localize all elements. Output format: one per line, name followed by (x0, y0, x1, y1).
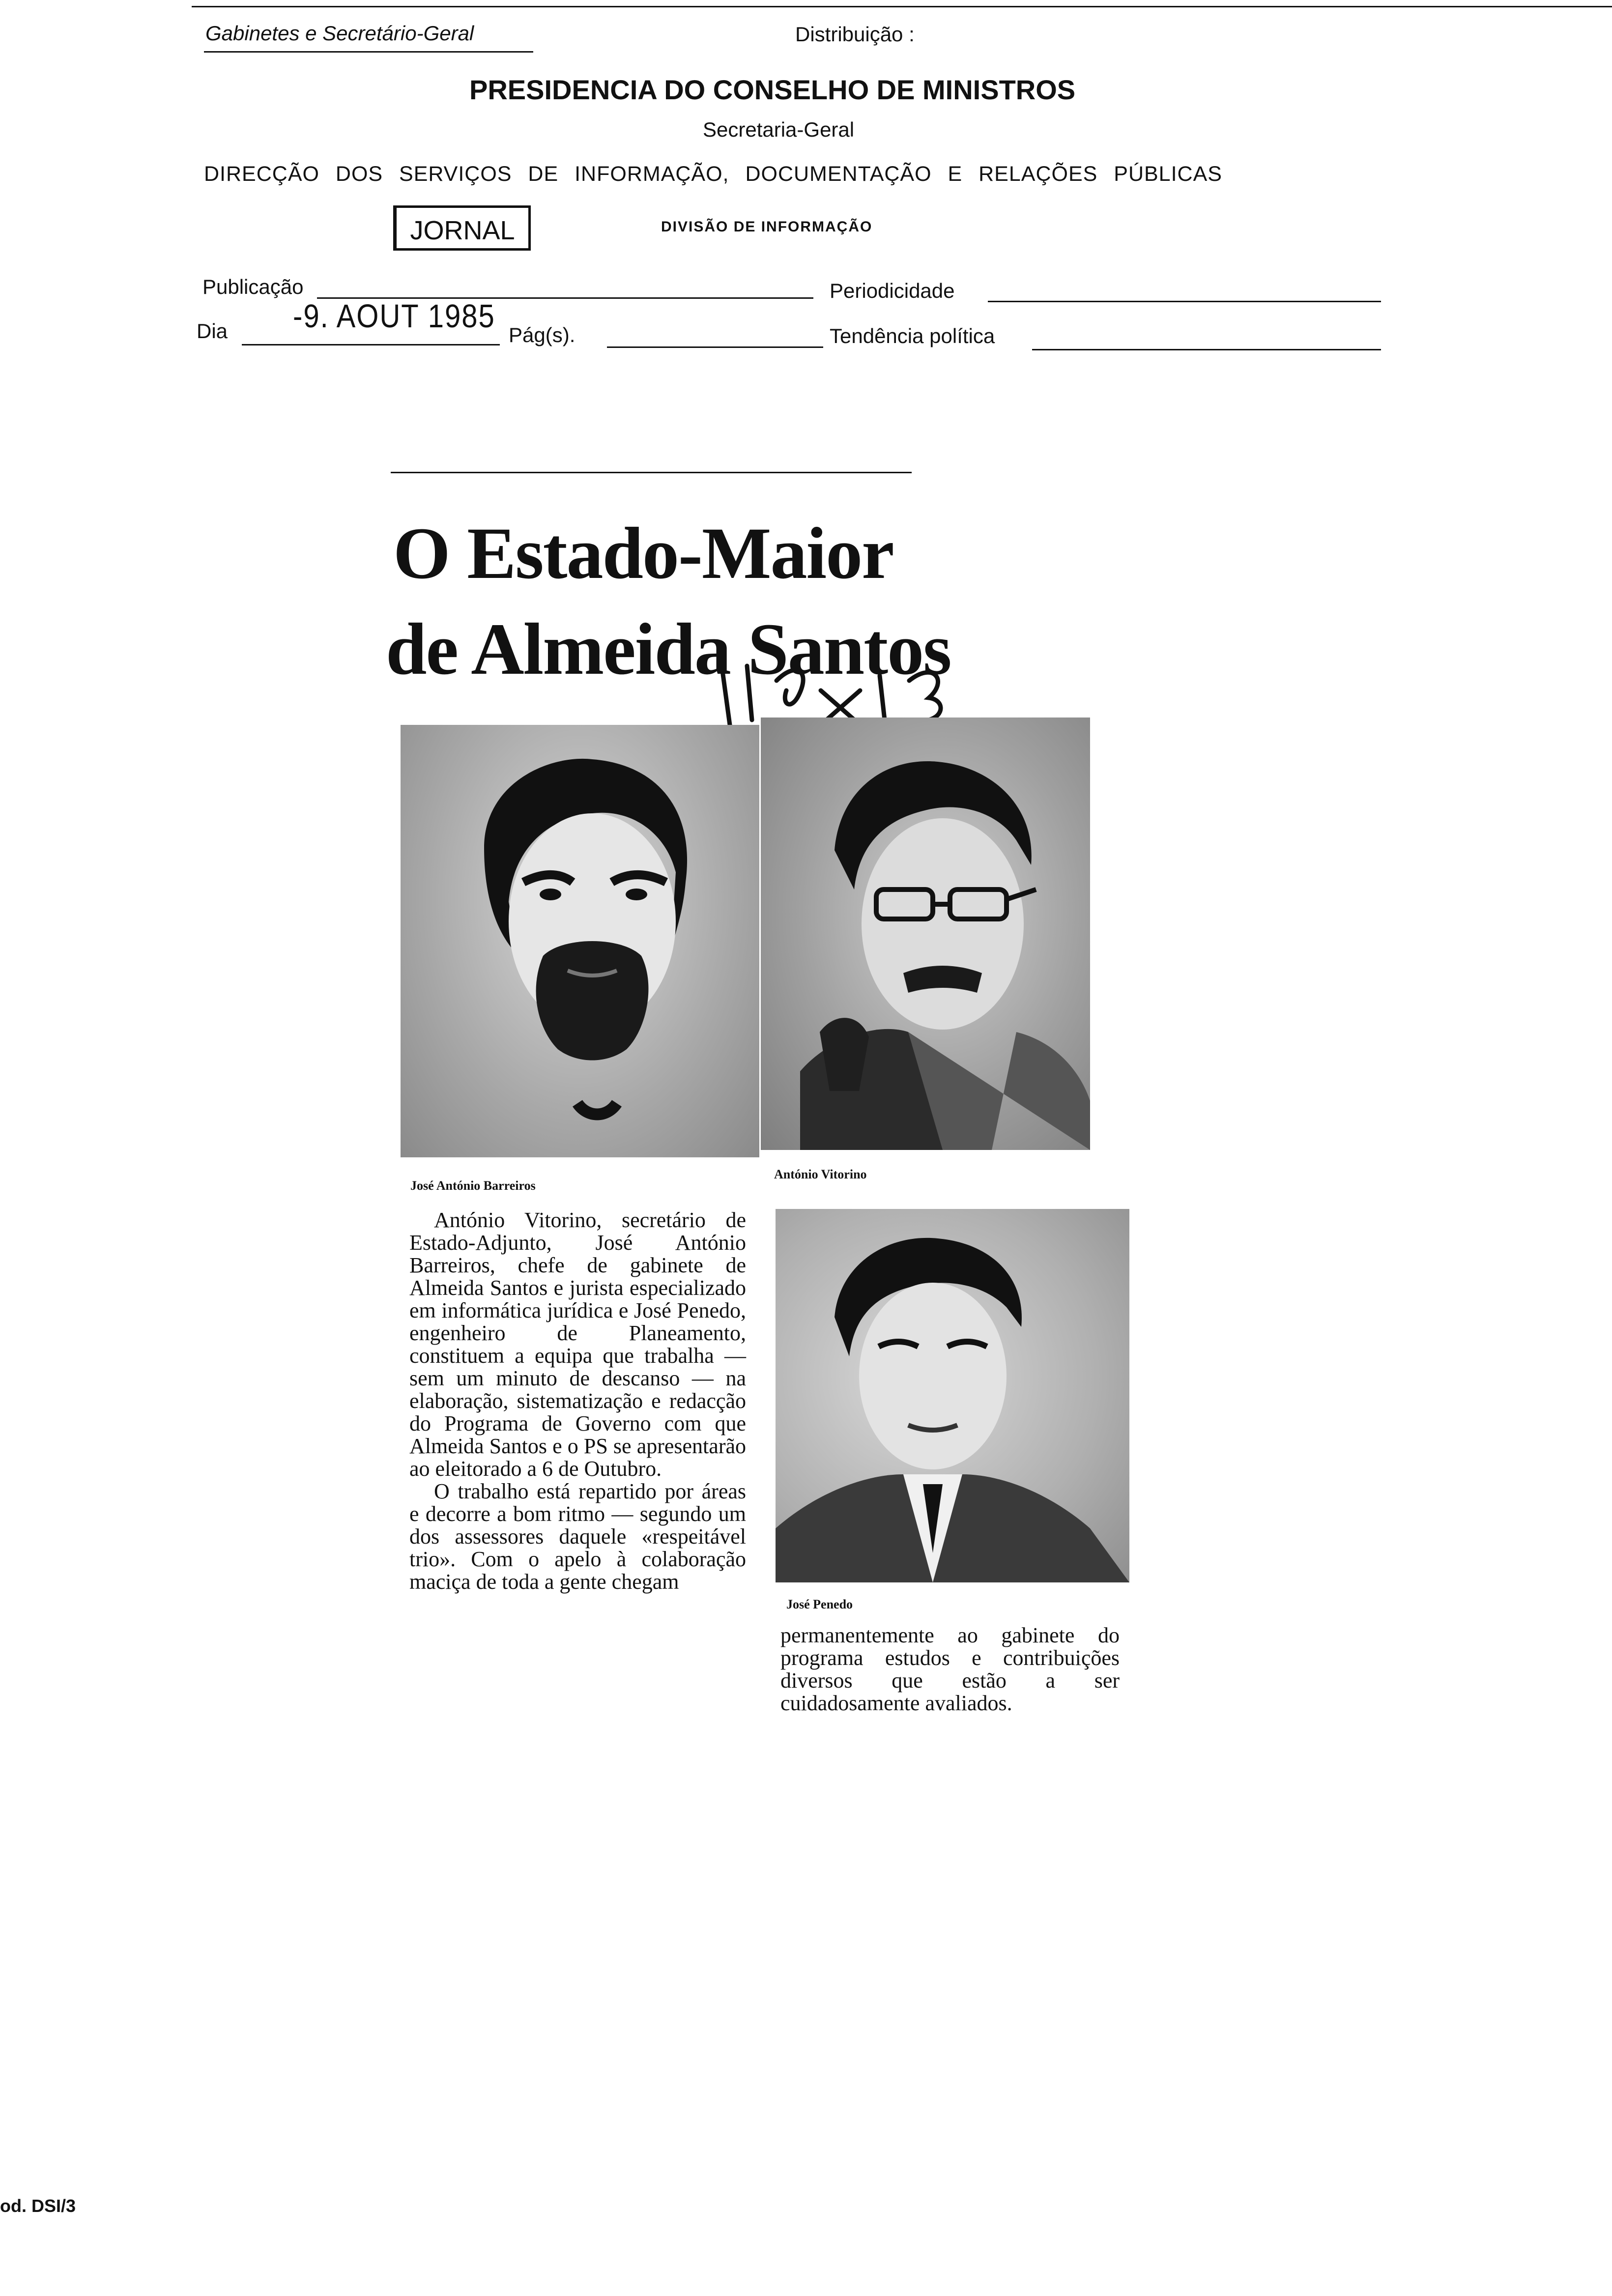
secretaria-label: Secretaria-Geral (703, 118, 855, 141)
org-title: PRESIDENCIA DO CONSELHO DE MINISTROS (469, 74, 1076, 105)
direccao-label: DIRECÇÃO DOS SERVIÇOS DE INFORMAÇÃO, DOCUMENTAÇÃO E RELAÇÕES PÚBLICAS (204, 162, 1222, 186)
publicacao-label: Publicação (202, 275, 304, 298)
article-paragraph-1: António Vitorino, secretário de Estado-Adjunto, José António Barreiros, chefe de gabinete de Almeida Santos e jurista especializado em informática jurídica e José Penedo, engenheiro de Planeamento, constituem a equipa que trabalha — sem um minuto de descanso — na elaboração, sistematização e redacção do Programa de Governo com que Almeida Santos e o PS se apresentarão ao eleitorado a 6 de Outubro. (409, 1208, 746, 1481)
gabinetes-label: Gabinetes e Secretário-Geral (205, 22, 474, 45)
article-paragraph-2: O trabalho está repartido por áreas e decorre a bom ritmo — segundo um dos assessores daquele «respeitável trio». Com o apelo à colaboração maciça de toda a gente chegam (409, 1479, 746, 1594)
gabinetes-underline (204, 51, 533, 53)
caption-photo-3: José Penedo (786, 1597, 853, 1611)
article-top-rule (391, 472, 912, 473)
dia-stamp-date: -9. AOUT 1985 (293, 298, 495, 335)
dia-field-line (242, 344, 500, 345)
divisao-label: DIVISÃO DE INFORMAÇÃO (661, 219, 873, 235)
photo-jose-penedo (776, 1209, 1129, 1582)
headline-line-1: O Estado-Maior (393, 513, 893, 594)
article-paragraph-3: permanentemente ao gabinete do programa estudos e contribuições diversos que estão a ser cuidadosamente avaliados. (780, 1623, 1120, 1715)
portrait-3-icon (776, 1209, 1129, 1582)
portrait-2-icon (761, 718, 1090, 1150)
top-border-rule (192, 6, 1612, 7)
pags-label: Pág(s). (509, 323, 576, 346)
distribuicao-label: Distribuição : (795, 23, 915, 46)
tendencia-label: Tendência política (830, 324, 995, 347)
photo-jose-antonio-barreiros (401, 725, 759, 1157)
portrait-1-icon (401, 725, 759, 1157)
tendencia-field-line (1032, 349, 1381, 350)
periodicidade-label: Periodicidade (830, 279, 955, 302)
caption-photo-1: José António Barreiros (410, 1178, 536, 1193)
article-left-column (409, 1209, 746, 1593)
article-right-column (780, 1624, 1120, 1715)
dia-label: Dia (197, 319, 228, 343)
footer-form-code: od. DSI/3 (0, 2196, 76, 2216)
caption-photo-2: António Vitorino (774, 1167, 867, 1181)
jornal-stamp: JORNAL (393, 205, 531, 251)
pags-field-line (607, 346, 823, 348)
periodicidade-field-line (988, 301, 1381, 302)
photo-antonio-vitorino (761, 718, 1090, 1150)
headline-line-2: de Almeida Santos (386, 608, 951, 690)
